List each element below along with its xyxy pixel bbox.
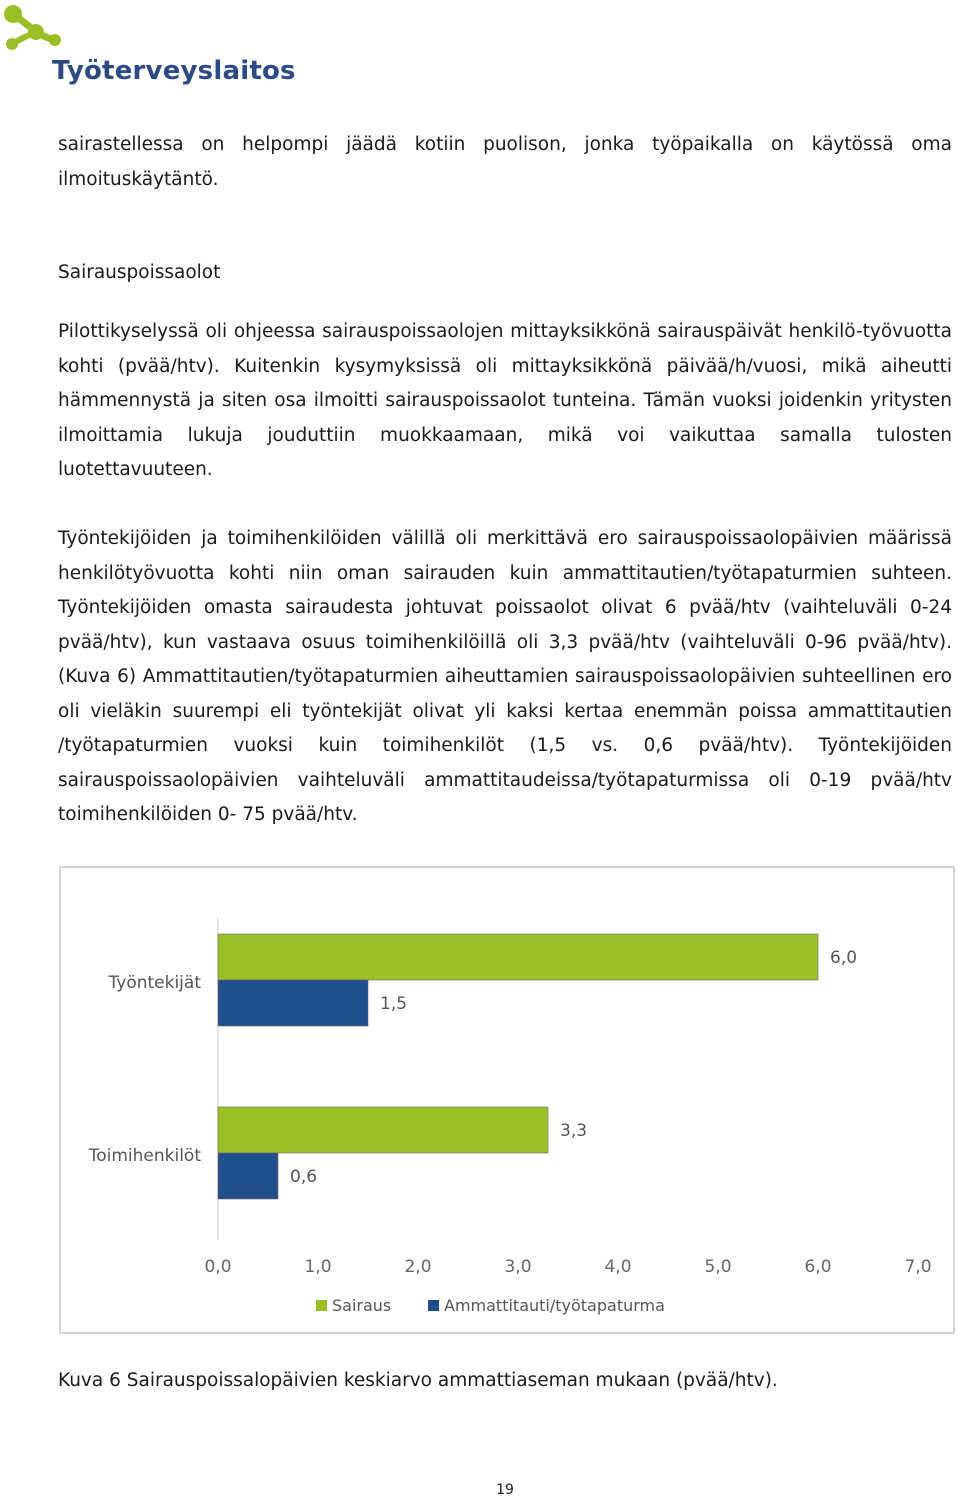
x-tick-label: 6,0 <box>804 1257 832 1277</box>
x-tick-label: 1,0 <box>304 1257 332 1277</box>
paragraph-2 <box>58 315 952 488</box>
sick-leave-chart <box>59 866 955 1334</box>
page-number: 19 <box>496 1482 514 1498</box>
bar <box>218 934 818 980</box>
legend-label: Sairaus <box>332 1296 392 1315</box>
x-tick-label: 4,0 <box>604 1257 632 1277</box>
paragraph-3 <box>58 522 952 833</box>
bar <box>218 1153 278 1199</box>
section-heading-text: Sairauspoissaolot <box>58 262 221 283</box>
paragraph-2-text: Pilottikyselyssä oli ohjeessa sairauspoissaolojen mittayksikkönä sairauspäivät henkilö-työvuotta kohti (pvää/htv). Kuitenkin kysymyksissä oli mittayksikkönä päivää/h/vuosi, mikä aiheutti hämmennystä ja siten osa ilmoitti sairauspoissaolot tunteina. Tämän vuoksi joidenkin yritysten ilmoittamia lukuja jouduttiin muokkaamaan, mikä voi vaikuttaa samalla tulosten luotettavuuteen. <box>58 321 952 480</box>
figure-caption: Kuva 6 Sairauspoissalopäivien keskiarvo ammattiaseman mukaan (pvää/htv). <box>58 1370 778 1391</box>
x-tick-label: 0,0 <box>204 1257 232 1277</box>
tyoterveyslaitos-logo <box>0 0 296 95</box>
data-label: 1,5 <box>380 994 408 1014</box>
legend-label: Ammattitauti/työtapaturma <box>444 1296 665 1315</box>
chart-svg <box>61 868 953 1332</box>
x-tick-label: 2,0 <box>404 1257 432 1277</box>
paragraph-1 <box>58 128 952 197</box>
data-label: 3,3 <box>560 1121 588 1141</box>
x-tick-label: 5,0 <box>704 1257 732 1277</box>
logo-wordmark: Työterveyslaitos <box>52 56 296 86</box>
data-label: 6,0 <box>830 948 858 968</box>
logo-mark-icon <box>0 0 80 62</box>
x-tick-label: 7,0 <box>904 1257 932 1277</box>
category-label: Toimihenkilöt <box>88 1146 201 1166</box>
data-label: 0,6 <box>290 1167 318 1187</box>
x-tick-label: 3,0 <box>504 1257 532 1277</box>
category-label: Työntekijät <box>108 973 201 993</box>
bar <box>218 980 368 1026</box>
legend-swatch <box>316 1300 327 1311</box>
section-heading <box>58 256 952 291</box>
bar <box>218 1107 548 1153</box>
paragraph-1-text: sairastellessa on helpompi jäädä kotiin puolison, jonka työpaikalla on käytössä oma ilmoituskäytäntö. <box>58 134 952 190</box>
legend-swatch <box>428 1300 439 1311</box>
paragraph-3-text: Työntekijöiden ja toimihenkilöiden välillä oli merkittävä ero sairauspoissaolopäivien määrissä henkilötyövuotta kohti niin oman sairauden kuin ammattitautien/työtapaturmien suhteen. Työntekijöiden omasta sairaudesta johtuvat poissaolot olivat 6 pvää/htv (vaihteluväli 0-24 pvää/htv), kun vastaava osuus toimihenkilöillä oli 3,3 pvää/htv (vaihteluväli 0-96 pvää/htv). (Kuva 6) Ammattitautien/työtapaturmien aiheuttamien sairauspoissaolopäivien suhteellinen ero oli vieläkin suurempi eli työntekijät olivat yli kaksi kertaa enemmän poissa ammattitautien /työtapaturmien vuoksi kuin toimihenkilöt (1,5 vs. 0,6 pvää/htv). Työntekijöiden sairauspoissaolopäivien vaihteluväli ammattitaudeissa/työtapaturmissa oli 0-19 pvää/htv toimihenkilöiden 0- 75 pvää/htv. <box>58 528 952 825</box>
